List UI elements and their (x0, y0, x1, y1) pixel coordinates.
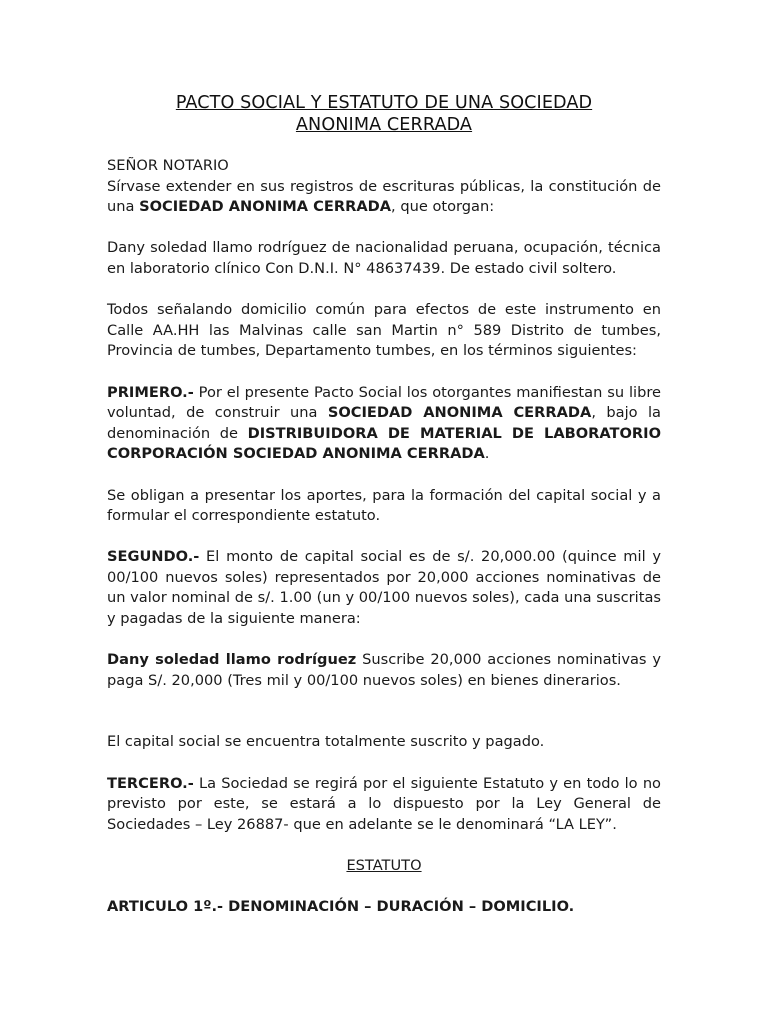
primero-bold-2: DISTRIBUIDORA DE MATERIAL DE LABORATORIO CORPORACIÓN SOCIEDAD ANONIMA CERRADA (107, 424, 661, 463)
article-1-heading: ARTICULO 1º.- DENOMINACIÓN – DURACIÓN – DOMICILIO. (107, 898, 575, 916)
document-title-line-2: ANONIMA CERRADA (295, 115, 473, 135)
capital-paragraph: El capital social se encuentra totalmente suscrito y pagado. (107, 733, 545, 751)
segundo-label: SEGUNDO.- (107, 548, 200, 566)
estatuto-heading: ESTATUTO (346, 857, 422, 874)
subscriber-paragraph (107, 650, 661, 691)
primero-text-1: Por el presente Pacto Social los otorgantes manifiestan su libre voluntad, de construir una (107, 383, 661, 422)
intro-paragraph (107, 177, 661, 218)
segundo-text: El monto de capital social es de s/. 20,000.00 (quince mil y 00/100 nuevos soles) representados por 20,000 acciones nominativas de un valor nominal de s/. 1.00 (un y 00/100 nuevos soles), cada una suscritas y pagadas de la siguiente manera: (107, 548, 661, 628)
document-title-line-1: PACTO SOCIAL Y ESTATUTO DE UNA SOCIEDAD (175, 93, 593, 113)
intro-text-1: Sírvase extender en sus registros de escrituras públicas, la constitución de una (107, 177, 661, 216)
primero-label: PRIMERO.- (107, 383, 194, 401)
segundo-paragraph (107, 547, 661, 629)
tercero-text: La Sociedad se regirá por el siguiente Estatuto y en todo lo no previsto por este, se estará a lo dispuesto por la Ley General de Sociedades – Ley 26887- que en adelante se le denominará “LA LEY”. (107, 774, 661, 833)
intro-text-2: , que otorgan: (391, 198, 495, 216)
primero-text-3: . (484, 445, 490, 463)
domicile-paragraph: Todos señalando domicilio común para efectos de este instrumento en Calle AA.HH las Malvinas calle san Martin n° 589 Distrito de tumbes, Provincia de tumbes, Departamento tumbes, en los términos siguientes: (107, 301, 661, 360)
party-paragraph: Dany soledad llamo rodríguez de nacionalidad peruana, ocupación, técnica en laboratorio clínico Con D.N.I. N° 48637439. De estado civil soltero. (107, 239, 661, 277)
tercero-label: TERCERO.- (107, 774, 194, 792)
intro-bold: SOCIEDAD ANONIMA CERRADA (139, 198, 392, 216)
document-page (107, 92, 661, 918)
notary-heading (107, 156, 661, 177)
tercero-paragraph (107, 774, 661, 836)
primero-bold-1: SOCIEDAD ANONIMA CERRADA (327, 404, 592, 422)
primero-text-2: , bajo la denominación de (107, 404, 661, 442)
subscriber-text: Suscribe 20,000 acciones nominativas y paga S/. 20,000 (Tres mil y 00/100 nuevos soles) en bienes dinerarios. (107, 651, 661, 689)
primero-paragraph (107, 383, 661, 465)
obligation-paragraph: Se obligan a presentar los aportes, para la formación del capital social y a formular el correspondiente estatuto. (107, 486, 661, 525)
subscriber-name: Dany soledad llamo rodríguez (107, 651, 357, 669)
notary-heading-text: SEÑOR NOTARIO (107, 157, 229, 174)
